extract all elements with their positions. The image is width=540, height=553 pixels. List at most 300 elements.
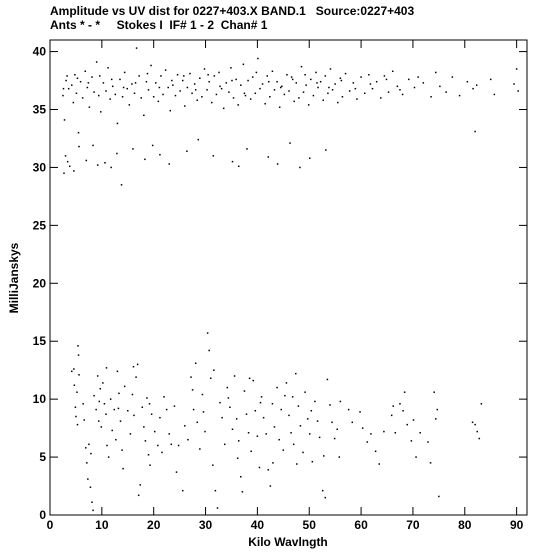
data-point (226, 82, 228, 84)
data-point (315, 72, 317, 74)
data-point (138, 75, 140, 77)
data-point (148, 89, 150, 91)
data-point (255, 410, 256, 412)
data-point (154, 431, 156, 433)
data-point (362, 427, 364, 429)
data-point (237, 104, 239, 106)
data-point (247, 80, 249, 82)
data-point (124, 386, 126, 388)
data-point (236, 418, 238, 420)
data-point (204, 431, 206, 433)
data-point (73, 102, 75, 104)
data-point (73, 368, 75, 370)
x-tick-label: 20 (147, 518, 161, 532)
data-point (272, 462, 274, 464)
data-point (208, 350, 210, 352)
data-point (90, 486, 92, 488)
data-point (135, 82, 137, 84)
data-point (298, 97, 300, 99)
data-point (319, 437, 321, 439)
data-point (158, 101, 160, 103)
data-point (199, 448, 201, 450)
data-point (298, 405, 300, 407)
data-point (252, 380, 254, 382)
data-point (77, 77, 79, 79)
data-point (517, 90, 519, 92)
data-point (345, 73, 347, 75)
data-point (255, 93, 256, 95)
data-point (259, 88, 261, 90)
data-point (337, 102, 339, 104)
data-points (62, 47, 519, 511)
data-point (435, 72, 437, 74)
data-point (82, 403, 84, 405)
y-tick-label: 35 (32, 102, 46, 117)
data-point (121, 184, 123, 186)
data-point (339, 456, 341, 458)
data-point (152, 145, 154, 147)
data-point (289, 142, 291, 144)
data-point (322, 99, 324, 101)
data-point (99, 75, 101, 77)
data-point (248, 432, 250, 434)
data-point (392, 405, 394, 407)
y-tick-label: 5 (39, 450, 46, 465)
data-point (474, 131, 476, 133)
data-point (198, 139, 200, 141)
data-point (406, 424, 408, 426)
x-tick-label: 60 (354, 518, 368, 532)
data-point (75, 407, 77, 409)
y-tick-label: 40 (32, 44, 46, 59)
data-point (203, 411, 205, 413)
data-point (132, 394, 134, 396)
data-point (256, 72, 258, 74)
data-point (75, 416, 77, 418)
data-point (516, 68, 518, 70)
y-tick-label: 0 (39, 508, 46, 522)
data-point (383, 431, 385, 433)
data-point (325, 497, 327, 499)
data-point (270, 485, 272, 487)
data-point (150, 65, 152, 67)
data-point (323, 455, 325, 457)
data-point (120, 420, 122, 422)
data-point (472, 422, 474, 424)
data-point (65, 80, 67, 82)
data-point (139, 484, 141, 486)
data-point (384, 75, 386, 77)
data-point (378, 463, 380, 465)
data-point (149, 403, 151, 405)
data-point (100, 388, 102, 390)
x-tick-label: 30 (198, 518, 213, 532)
data-point (364, 93, 366, 95)
data-point (286, 74, 288, 76)
data-point (232, 429, 234, 431)
data-point (133, 415, 135, 417)
data-point (368, 74, 370, 76)
data-point (193, 409, 195, 411)
data-point (417, 76, 419, 78)
data-point (66, 75, 68, 77)
data-point (78, 146, 80, 148)
data-point (160, 75, 162, 77)
data-point (439, 86, 441, 88)
data-point (327, 379, 329, 381)
data-point (122, 468, 124, 470)
data-point (146, 81, 148, 83)
data-point (172, 84, 174, 86)
data-point (119, 79, 121, 81)
data-point (218, 72, 220, 74)
data-point (288, 415, 290, 417)
data-point (370, 433, 372, 435)
data-point (141, 97, 143, 99)
data-point (293, 101, 295, 103)
data-point (397, 86, 399, 88)
data-point (148, 454, 150, 456)
data-point (189, 73, 191, 75)
data-point (262, 83, 264, 85)
x-tick-label: 50 (302, 518, 316, 532)
data-point (430, 462, 432, 464)
data-point (159, 87, 161, 89)
data-point (78, 374, 80, 376)
data-point (145, 440, 147, 442)
data-point (207, 332, 209, 334)
data-point (99, 401, 101, 403)
data-point (83, 419, 85, 421)
data-point (376, 81, 378, 83)
data-point (82, 97, 84, 99)
data-point (194, 83, 196, 85)
data-point (240, 84, 242, 86)
data-point (153, 96, 155, 98)
data-point (438, 496, 440, 498)
data-point (494, 94, 496, 96)
data-point (268, 469, 270, 471)
data-point (115, 94, 117, 96)
data-point (263, 417, 265, 419)
data-point (316, 82, 318, 84)
data-point (286, 382, 288, 384)
data-point (328, 87, 330, 89)
data-point (445, 91, 447, 93)
data-point (224, 444, 226, 446)
data-point (88, 444, 90, 446)
data-point (104, 403, 106, 405)
data-point (135, 376, 137, 378)
data-point (284, 94, 286, 96)
data-point (415, 456, 417, 458)
data-point (334, 83, 336, 85)
data-point (117, 371, 119, 373)
data-point (78, 354, 80, 356)
data-point (204, 68, 206, 70)
data-point (259, 467, 261, 469)
data-point (249, 378, 251, 380)
data-point (111, 430, 113, 432)
data-point (219, 402, 221, 404)
data-point (106, 367, 108, 369)
y-axis-label: MilliJanskys (7, 242, 21, 314)
data-point (299, 167, 301, 169)
data-point (230, 67, 232, 69)
data-point (71, 84, 73, 86)
data-point (146, 397, 148, 399)
data-point (169, 163, 171, 165)
data-point (110, 167, 112, 169)
data-point (336, 429, 338, 431)
data-point (472, 88, 474, 90)
data-point (392, 71, 394, 73)
data-point (307, 418, 309, 420)
data-point (74, 74, 76, 76)
data-point (64, 119, 66, 121)
data-point (272, 403, 274, 405)
data-point (80, 81, 82, 83)
data-point (116, 153, 118, 155)
data-point (476, 431, 478, 433)
data-point (161, 452, 163, 454)
data-point (300, 425, 302, 427)
data-point (244, 93, 246, 95)
data-point (118, 393, 120, 395)
data-point (375, 451, 377, 453)
data-point (155, 82, 157, 84)
data-point (334, 438, 336, 440)
data-point (166, 409, 168, 411)
data-point (142, 407, 144, 409)
data-point (257, 58, 259, 60)
data-point (272, 71, 274, 73)
data-point (250, 98, 252, 100)
data-point (419, 432, 421, 434)
data-point (192, 389, 194, 391)
data-point (167, 87, 169, 89)
data-point (93, 395, 95, 397)
data-point (305, 84, 307, 86)
data-point (311, 410, 313, 412)
data-point (206, 89, 208, 91)
data-point (237, 457, 239, 459)
data-point (402, 410, 404, 412)
data-point (238, 166, 240, 168)
data-point (232, 161, 234, 163)
data-point (292, 396, 294, 398)
data-point (284, 395, 286, 397)
data-point (476, 84, 478, 86)
data-point (85, 447, 87, 449)
data-point (314, 401, 316, 403)
data-point (196, 422, 198, 424)
data-point (124, 72, 126, 74)
data-point (304, 391, 306, 393)
data-point (69, 166, 71, 168)
data-point (404, 391, 406, 393)
data-point (228, 91, 230, 93)
data-point (228, 397, 230, 399)
data-point (162, 94, 164, 96)
data-point (159, 417, 161, 419)
data-point (65, 155, 67, 157)
data-point (191, 93, 193, 95)
data-point (296, 82, 298, 84)
data-point (292, 79, 294, 81)
data-point (327, 93, 329, 95)
data-point (87, 478, 89, 480)
data-point (210, 378, 212, 380)
data-point (62, 95, 64, 97)
data-point (340, 401, 342, 403)
data-point (234, 375, 236, 377)
data-point (171, 80, 173, 82)
data-point (288, 90, 290, 92)
data-point (243, 64, 245, 66)
y-tick-label: 30 (32, 160, 46, 175)
data-point (276, 81, 278, 83)
data-point (309, 433, 311, 435)
data-point (86, 160, 88, 162)
data-point (313, 95, 315, 97)
data-point (329, 404, 331, 406)
data-point (308, 104, 310, 106)
data-point (208, 81, 210, 83)
data-point (399, 89, 401, 91)
data-point (304, 74, 306, 76)
data-point (109, 98, 111, 100)
data-point (331, 422, 333, 424)
data-point (330, 68, 332, 70)
data-point (143, 426, 145, 428)
data-point (98, 420, 100, 422)
data-point (97, 164, 99, 166)
data-point (278, 439, 280, 441)
data-point (348, 409, 350, 411)
data-point (367, 441, 369, 443)
x-axis-label: Kilo Wavlngth (248, 535, 328, 549)
data-point (144, 159, 146, 161)
data-point (98, 95, 100, 97)
data-point (408, 79, 410, 81)
data-point (73, 170, 75, 172)
data-point (223, 108, 225, 110)
data-point (227, 387, 229, 389)
data-point (196, 99, 198, 101)
data-point (190, 376, 192, 378)
data-point (340, 77, 342, 79)
data-point (388, 91, 390, 93)
data-point (195, 362, 197, 364)
data-point (86, 462, 88, 464)
data-point (177, 74, 179, 76)
data-point (184, 425, 186, 427)
data-point (149, 464, 151, 466)
data-point (91, 76, 93, 78)
data-point (355, 88, 357, 90)
data-point (67, 161, 69, 163)
data-point (437, 409, 439, 411)
data-point (370, 83, 372, 85)
data-point (372, 88, 374, 90)
data-point (295, 373, 297, 375)
data-point (112, 86, 114, 88)
data-point (260, 402, 262, 404)
x-tick-label: 80 (458, 518, 472, 532)
data-point (280, 87, 282, 89)
data-point (110, 398, 112, 400)
data-point (131, 83, 133, 85)
data-point (221, 417, 223, 419)
data-point (435, 418, 437, 420)
x-tick-label: 70 (406, 518, 420, 532)
data-point (93, 91, 95, 93)
data-point (179, 90, 181, 92)
data-point (100, 111, 102, 113)
data-point (129, 104, 131, 106)
data-point (186, 150, 188, 152)
data-point (105, 413, 107, 415)
data-point (105, 90, 107, 92)
data-point (246, 148, 248, 150)
data-point (85, 71, 87, 73)
data-point (182, 490, 184, 492)
data-point (229, 407, 231, 409)
x-tick-label: 10 (95, 518, 109, 532)
data-point (143, 115, 145, 117)
data-point (481, 403, 483, 405)
data-point (103, 82, 105, 84)
data-point (310, 79, 312, 81)
data-point (490, 79, 492, 81)
data-point (118, 408, 120, 410)
data-point (238, 440, 240, 442)
data-point (386, 79, 388, 81)
data-point (102, 382, 104, 384)
plot-frame (50, 40, 527, 515)
data-point (117, 123, 119, 125)
data-point (176, 471, 178, 473)
data-point (169, 433, 171, 435)
data-point (342, 96, 344, 98)
data-point (87, 87, 89, 89)
data-point (352, 422, 354, 424)
data-point (231, 80, 233, 82)
data-point (277, 163, 279, 165)
chart-title-line1: Amplitude vs UV dist for 0227+403.X BAND.1 Source:0227+403 (50, 4, 415, 18)
data-point (215, 490, 217, 492)
data-point (268, 81, 270, 83)
data-point (133, 366, 135, 368)
data-point (111, 79, 113, 81)
data-point (301, 66, 303, 68)
data-point (217, 507, 219, 509)
data-point (115, 439, 117, 441)
axis-ticks (33, 40, 527, 532)
data-point (261, 396, 263, 398)
data-point (132, 148, 134, 150)
data-point (283, 449, 285, 451)
data-point (341, 80, 343, 82)
data-point (302, 452, 304, 454)
data-point (459, 95, 461, 97)
data-point (320, 81, 322, 83)
data-point (122, 96, 124, 98)
data-point (325, 149, 327, 151)
data-point (76, 391, 78, 393)
data-point (63, 172, 65, 174)
